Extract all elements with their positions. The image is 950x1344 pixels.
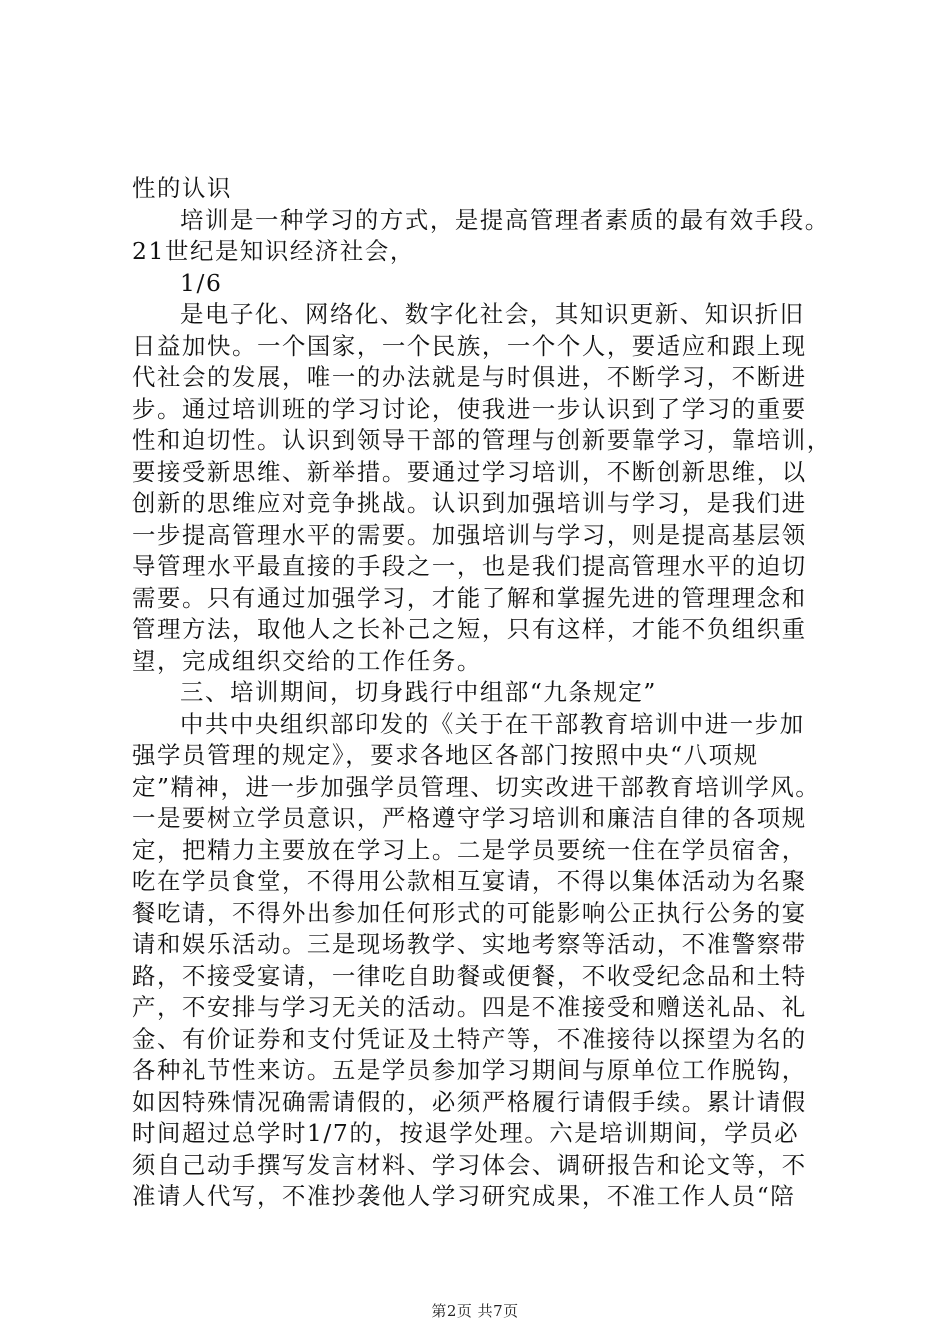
text-line: 一是要树立学员意识，严格遵守学习培训和廉洁自律的各项规 (132, 804, 807, 832)
text-line: 吃在学员食堂，不得用公款相互宴请，不得以集体活动为名聚 (132, 867, 807, 895)
text-line: 金、有价证券和支付凭证及土特产等，不准接待以探望为名的 (132, 1024, 807, 1053)
text-line: 1/6 (180, 268, 223, 297)
text-line: 强学员管理的规定》，要求各地区各部门按照中央“八项规 (132, 741, 759, 769)
text-line: 21世纪是知识经济社会， (132, 237, 415, 265)
text-line: 三、培训期间，切身践行中组部“九条规定” (180, 678, 657, 706)
text-line: 定，把精力主要放在学习上。二是学员要统一住在学员宿舍， (132, 835, 807, 864)
text-line: 创新的思维应对竞争挑战。认识到加强培训与学习，是我们进 (132, 489, 807, 517)
body-text (132, 173, 848, 1213)
text-line: 要接受新思维、新举措。要通过学习培训，不断创新思维，以 (132, 457, 807, 486)
text-line: 需要。只有通过加强学习，才能了解和掌握先进的管理理念和 (132, 583, 807, 612)
text-line: 导管理水平最直接的手段之一，也是我们提高管理水平的迫切 (132, 552, 807, 580)
text-line: 请和娱乐活动。三是现场教学、实地考察等活动，不准警察带 (132, 930, 807, 958)
text-line: 餐吃请，不得外出参加任何形式的可能影响公正执行公务的宴 (132, 898, 807, 927)
text-line: 日益加快。一个国家，一个民族，一个个人，要适应和跟上现 (132, 331, 807, 360)
text-line: 须自己动手撰写发言材料、学习体会、调研报告和论文等，不 (132, 1150, 807, 1179)
text-line: 管理方法，取他人之长补己之短，只有这样，才能不负组织重 (132, 615, 807, 643)
text-line: 准请人代写，不准抄袭他人学习研究成果，不准工作人员“陪 (132, 1182, 796, 1210)
text-line: 中共中央组织部印发的《关于在干部教育培训中进一步加 (180, 709, 805, 738)
page-footer: 第2页 共7页 (431, 1302, 519, 1320)
text-line: 望，完成组织交给的工作任务。 (132, 646, 482, 675)
text-line: 一步提高管理水平的需要。加强培训与学习，则是提高基层领 (132, 520, 807, 549)
text-line: 路，不接受宴请，一律吃自助餐或便餐，不收受纪念品和土特 (132, 961, 807, 990)
text-line: 如因特殊情况确需请假的，必须严格履行请假手续。累计请假 (132, 1087, 807, 1116)
text-line: 产，不安排与学习无关的活动。四是不准接受和赠送礼品、礼 (132, 993, 807, 1021)
text-line: 性和迫切性。认识到领导干部的管理与创新要靠学习，靠培训， (132, 426, 832, 454)
text-line: 性的认识 (132, 174, 232, 202)
text-line: 代社会的发展，唯一的办法就是与时俱进，不断学习，不断进 (132, 363, 807, 391)
text-line: 是电子化、网络化、数字化社会，其知识更新、知识折旧 (180, 300, 805, 328)
text-line: 步。通过培训班的学习讨论，使我进一步认识到了学习的重要 (132, 394, 807, 423)
text-line: 培训是一种学习的方式，是提高管理者素质的最有效手段。 (180, 205, 830, 234)
text-line: 定”精神，进一步加强学员管理、切实改进干部教育培训学风。 (132, 772, 821, 801)
text-line: 时间超过总学时1/7的，按退学处理。六是培训期间，学员必 (132, 1119, 800, 1147)
text-line: 各种礼节性来访。五是学员参加学习期间与原单位工作脱钩， (132, 1056, 807, 1084)
